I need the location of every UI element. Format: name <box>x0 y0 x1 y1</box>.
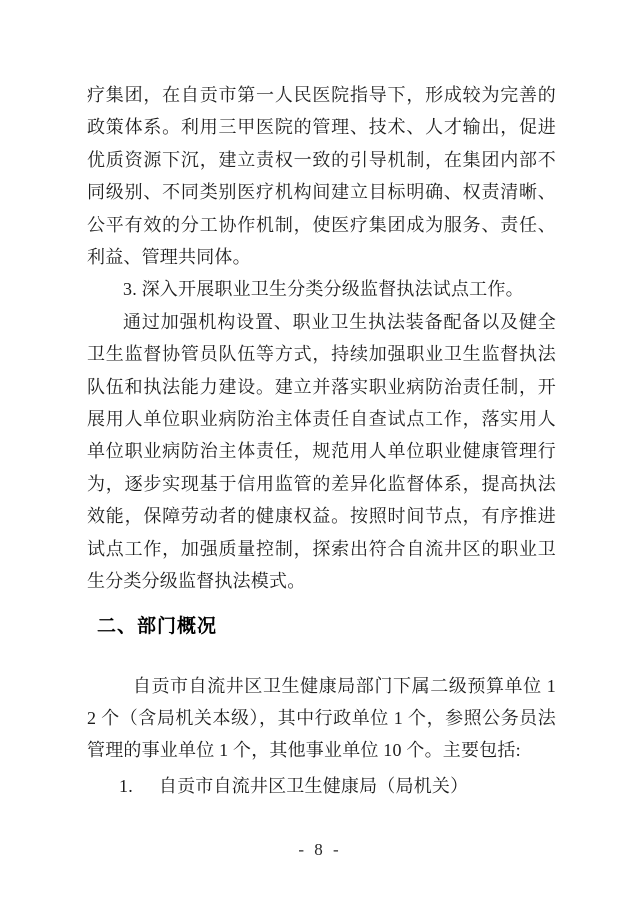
paragraph-budget-units-summary: 自贡市自流井区卫生健康局部门下属二级预算单位 12 个（含局机关本级），其中行政单位 1 个，参照公务员法管理的事业单位 1 个，其他事业单位 10 个。主要包括: <box>87 675 556 761</box>
page-number: - 8 - <box>298 840 342 859</box>
paragraph-enforcement-capacity: 通过加强机构设置、职业卫生执法装备配备以及健全卫生监督协管员队伍等方式，持续加强职业卫生监督执法队伍和执法能力建设。建立并落实职业病防治责任制，开展用人单位职业病防治主体责任自查试点工作，落实用人单位职业病防治主体责任，规范用人单位职业健康管理行为，逐步实现基于信用监管的差异化监督体系，提高执法效能，保障劳动者的健康权益。按照时间节点，有序推进试点工作，加强质量控制，探索出符合自流井区的职业卫生分类分级监督执法模式。 <box>87 311 556 592</box>
list-item-label: 自贡市自流井区卫生健康局（局机关） <box>158 775 469 796</box>
list-item-number: 1. <box>119 775 133 796</box>
document-content <box>87 0 556 802</box>
list-item-health-bureau <box>87 770 556 802</box>
paragraph-item3-occupational-health-pilot: 3. 深入开展职业卫生分类分级监督执法试点工作。 <box>123 279 524 300</box>
paragraph-medical-group-continuation: 疗集团，在自贡市第一人民医院指导下，形成较为完善的政策体系。利用三甲医院的管理、技术、人才输出，促进优质资源下沉，建立责权一致的引导机制，在集团内部不同级别、不同类别医疗机构间建立目标明确、权责清晰、公平有效的分工协作机制，使医疗集团成为服务、责任、利益、管理共同体。 <box>87 85 556 268</box>
section-heading-department-overview: 二、部门概况 <box>97 615 218 637</box>
